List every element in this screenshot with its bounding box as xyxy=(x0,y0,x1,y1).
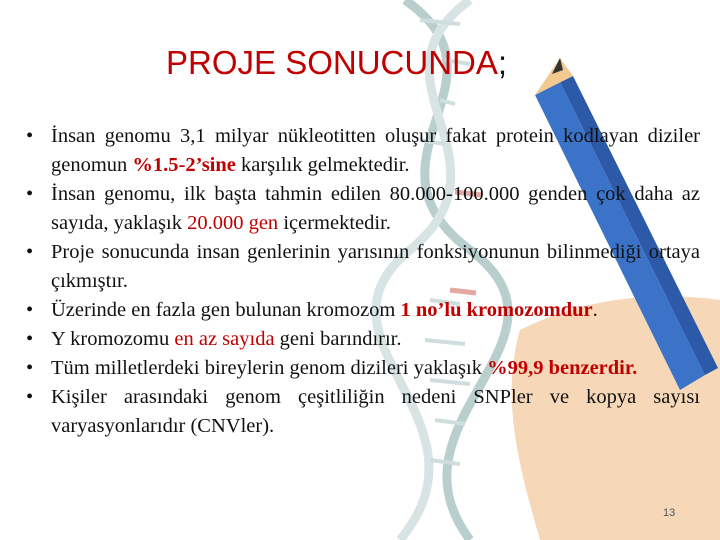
bullet-item xyxy=(26,325,700,354)
title-semicolon: ; xyxy=(497,44,508,81)
bullet-text: karşılık gelmektedir. xyxy=(235,154,410,176)
bullet-item xyxy=(26,122,700,180)
bullet-text: Y kromozomu xyxy=(51,328,175,350)
bullet-item xyxy=(26,383,700,441)
bullet-marker: • xyxy=(26,241,34,263)
highlighted-text: %99,9 benzerdir. xyxy=(487,357,638,379)
bullet-marker: • xyxy=(26,357,34,379)
highlighted-text: 20.000 gen xyxy=(187,212,279,234)
highlighted-text: en az sayıda xyxy=(174,328,275,350)
bullet-item xyxy=(26,180,700,238)
bullet-item xyxy=(26,238,700,296)
highlighted-text: %1.5-2’sine xyxy=(132,154,236,176)
bullet-text: . xyxy=(592,299,598,321)
highlighted-text: 1 no’lu kromozomdur xyxy=(400,299,593,321)
bullet-text: geni barındırır. xyxy=(274,328,402,350)
bullet-marker: • xyxy=(26,386,34,408)
bullet-marker: • xyxy=(26,328,34,350)
title-text: PROJE SONUCUNDA xyxy=(166,44,498,81)
bullet-list xyxy=(26,122,700,441)
bullet-text: İnsan genomu 3,1 milyar nükleotitten oluşur fakat protein kodlayan diziler genomun xyxy=(51,125,700,176)
bullet-text: Kişiler arasındaki genom çeşitliliğin nedeni SNPler ve kopya sayısı varyasyonlarıdır (CNVler). xyxy=(51,386,700,437)
bullet-text: Tüm milletlerdeki bireylerin genom dizileri yaklaşık xyxy=(51,357,488,379)
page-number: 13 xyxy=(663,507,676,519)
bullet-item xyxy=(26,354,700,383)
slide-title xyxy=(166,44,507,82)
bullet-marker: • xyxy=(26,183,34,205)
bullet-item xyxy=(26,296,700,325)
bullet-text: Üzerinde en fazla gen bulunan kromozom xyxy=(51,299,401,321)
bullet-marker: • xyxy=(26,299,34,321)
bullet-text: Proje sonucunda insan genlerinin yarısının fonksiyonunun bilinmediği ortaya çıkmıştır. xyxy=(51,241,700,292)
bullet-text: içermektedir. xyxy=(278,212,391,234)
bullet-text: İnsan genomu, ilk başta tahmin edilen 80.000-100.000 genden çok daha az sayıda, yaklaşık xyxy=(51,183,700,234)
bullet-marker: • xyxy=(26,125,34,147)
